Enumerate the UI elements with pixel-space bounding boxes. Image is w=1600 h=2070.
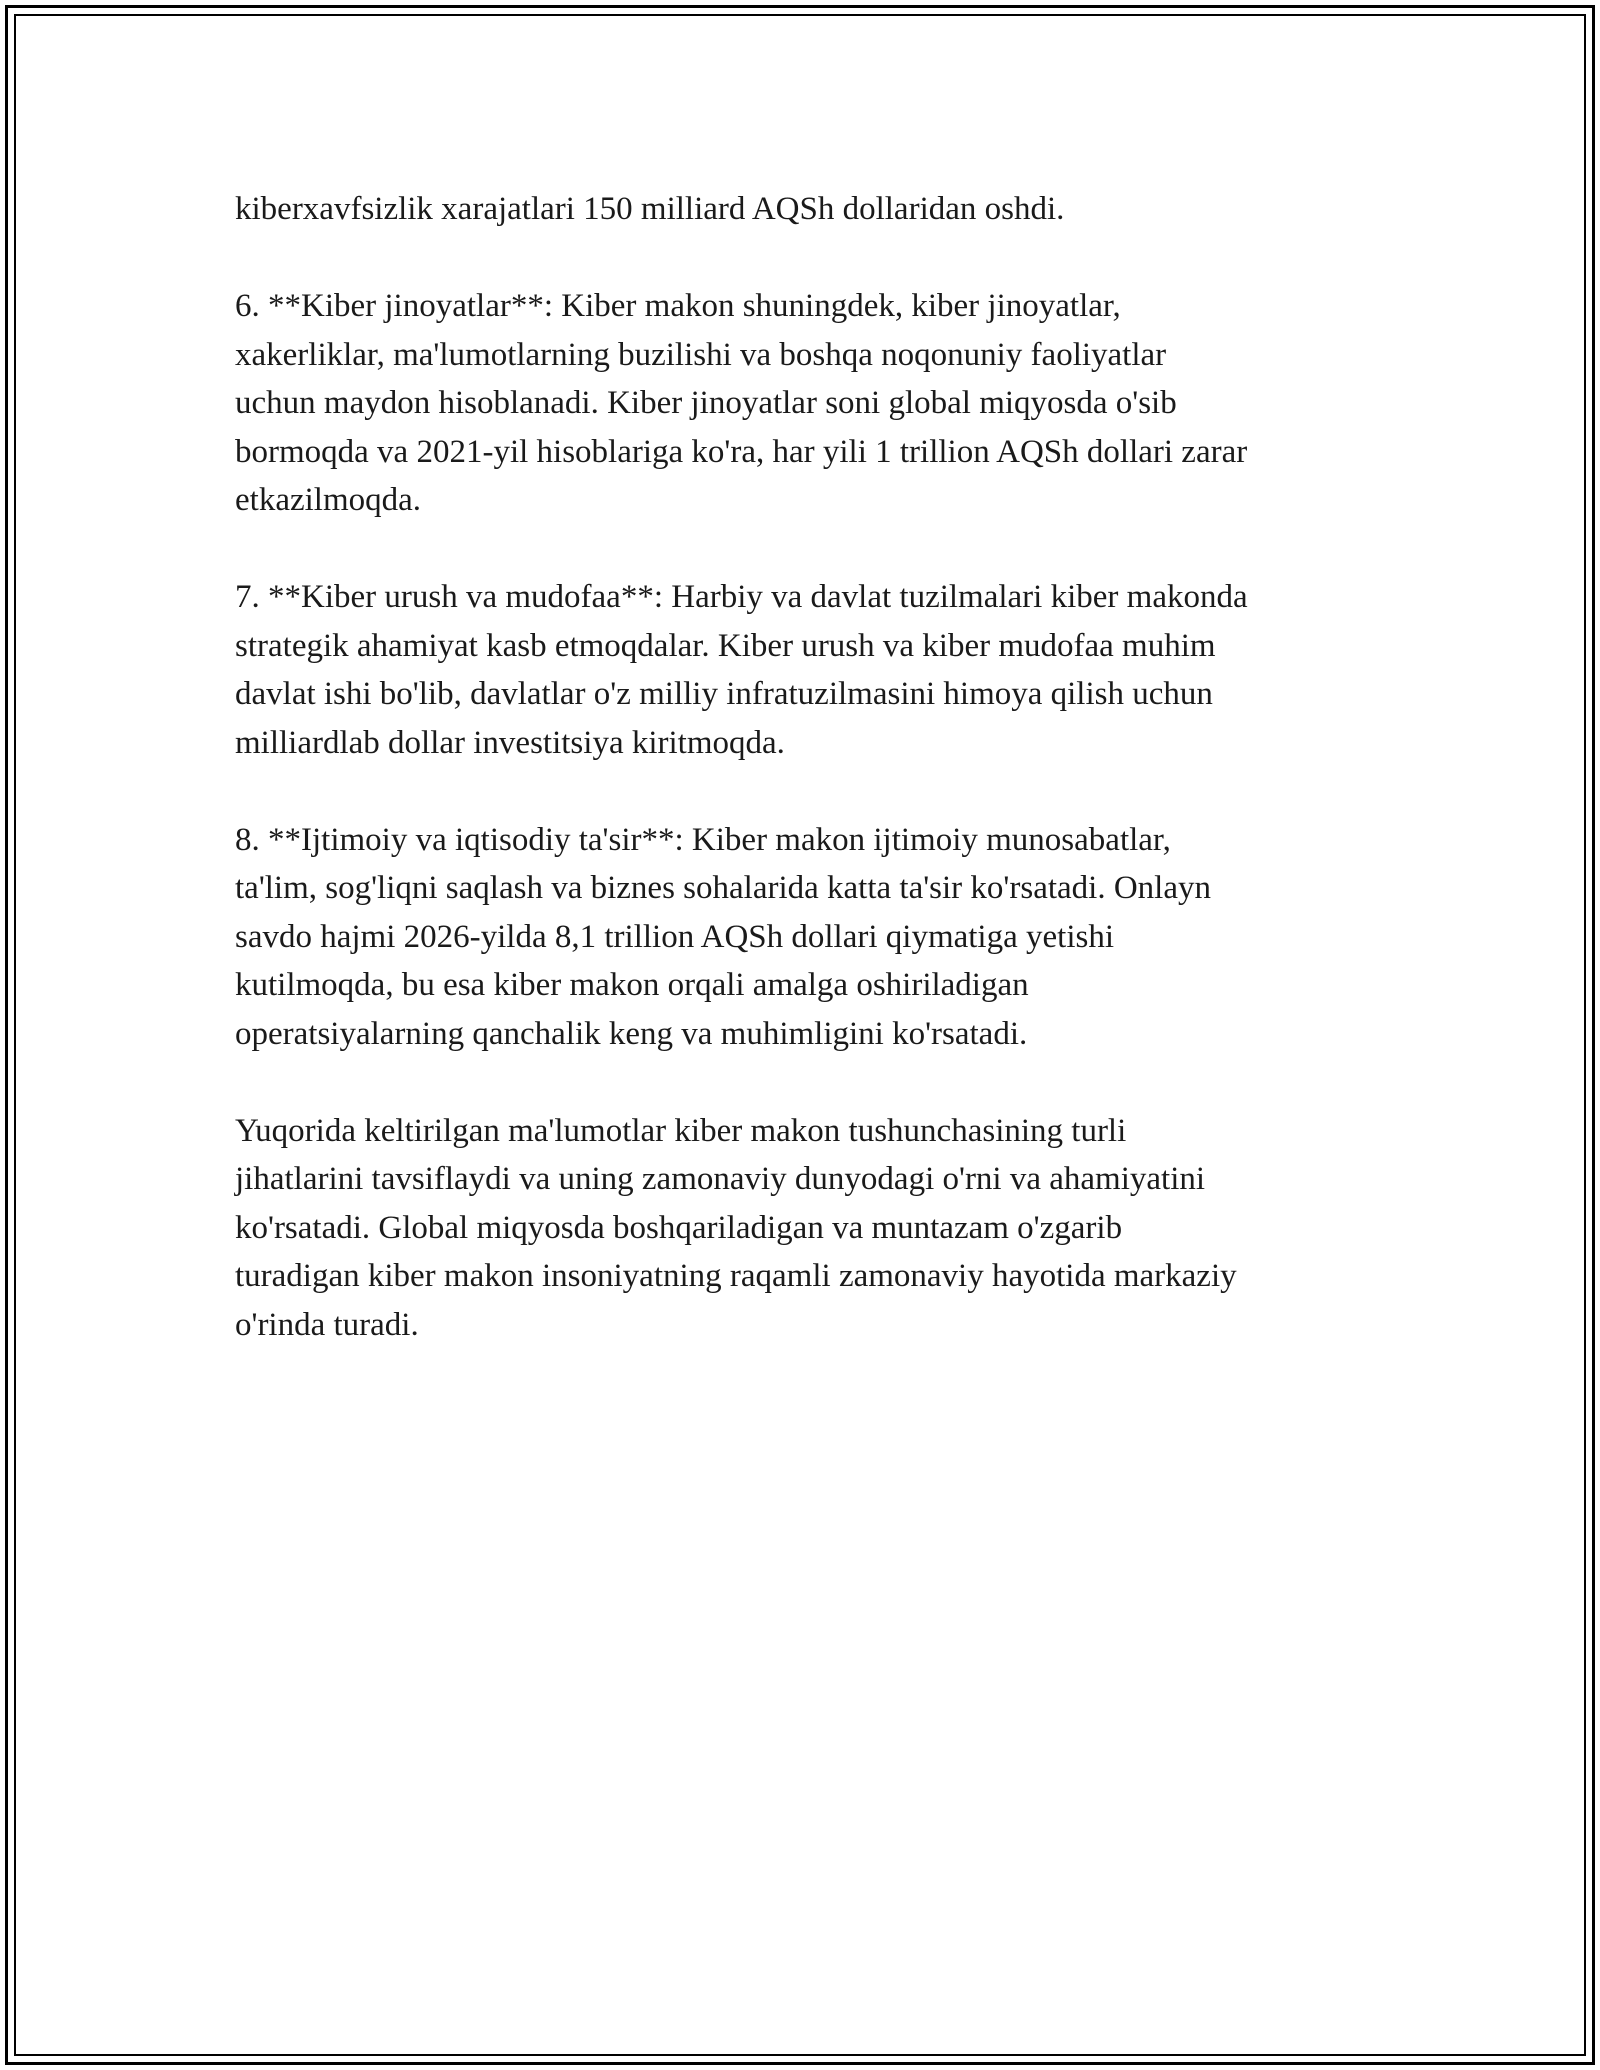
document-body xyxy=(235,185,1375,1398)
paragraph-kiber-jinoyatlar: 6. **Kiber jinoyatlar**: Kiber makon shuningdek, kiber jinoyatlar, xakerliklar, ma'lumotlarning buzilishi va boshqa noqonuniy faoliyatlar uchun maydon hisoblanadi. Kiber jinoyatlar soni global miqyosda o'sib bormoqda va 2021-yil hisoblariga ko'ra, har yili 1 trillion AQSh dollari zarar etkazilmoqda. xyxy=(235,288,1248,518)
paragraph-kiber-urush: 7. **Kiber urush va mudofaa**: Harbiy va davlat tuzilmalari kiber makonda strategik ahamiyat kasb etmoqdalar. Kiber urush va kiber mudofaa muhim davlat ishi bo'lib, davlatlar o'z milliy infratuzilmasini himoya qilish uchun milliardlab dollar investitsiya kiritmoqda. xyxy=(235,579,1248,761)
paragraph-conclusion: Yuqorida keltirilgan ma'lumotlar kiber makon tushunchasining turli jihatlarini tavsiflaydi va uning zamonaviy dunyodagi o'rni va ahamiyatini ko'rsatadi. Global miqyosda boshqariladigan va muntazam o'zgarib turadigan kiber makon insoniyatning raqamli zamonaviy hayotida markaziy o'rinda turadi. xyxy=(235,1112,1237,1343)
paragraph-ijtimoiy-tasir: 8. **Ijtimoiy va iqtisodiy ta'sir**: Kiber makon ijtimoiy munosabatlar, ta'lim, sog'liqni saqlash va biznes sohalarida katta ta'sir ko'rsatadi. Onlayn savdo hajmi 2026-yilda 8,1 trillion AQSh dollari qiymatiga yetishi kutilmoqda, bu esa kiber makon orqali amalga oshiriladigan operatsiyalarning qanchalik keng va muhimligini ko'rsatadi. xyxy=(235,821,1211,1052)
paragraph-continuation: kiberxavfsizlik xarajatlari 150 milliard AQSh dollaridan oshdi. xyxy=(235,191,1065,227)
